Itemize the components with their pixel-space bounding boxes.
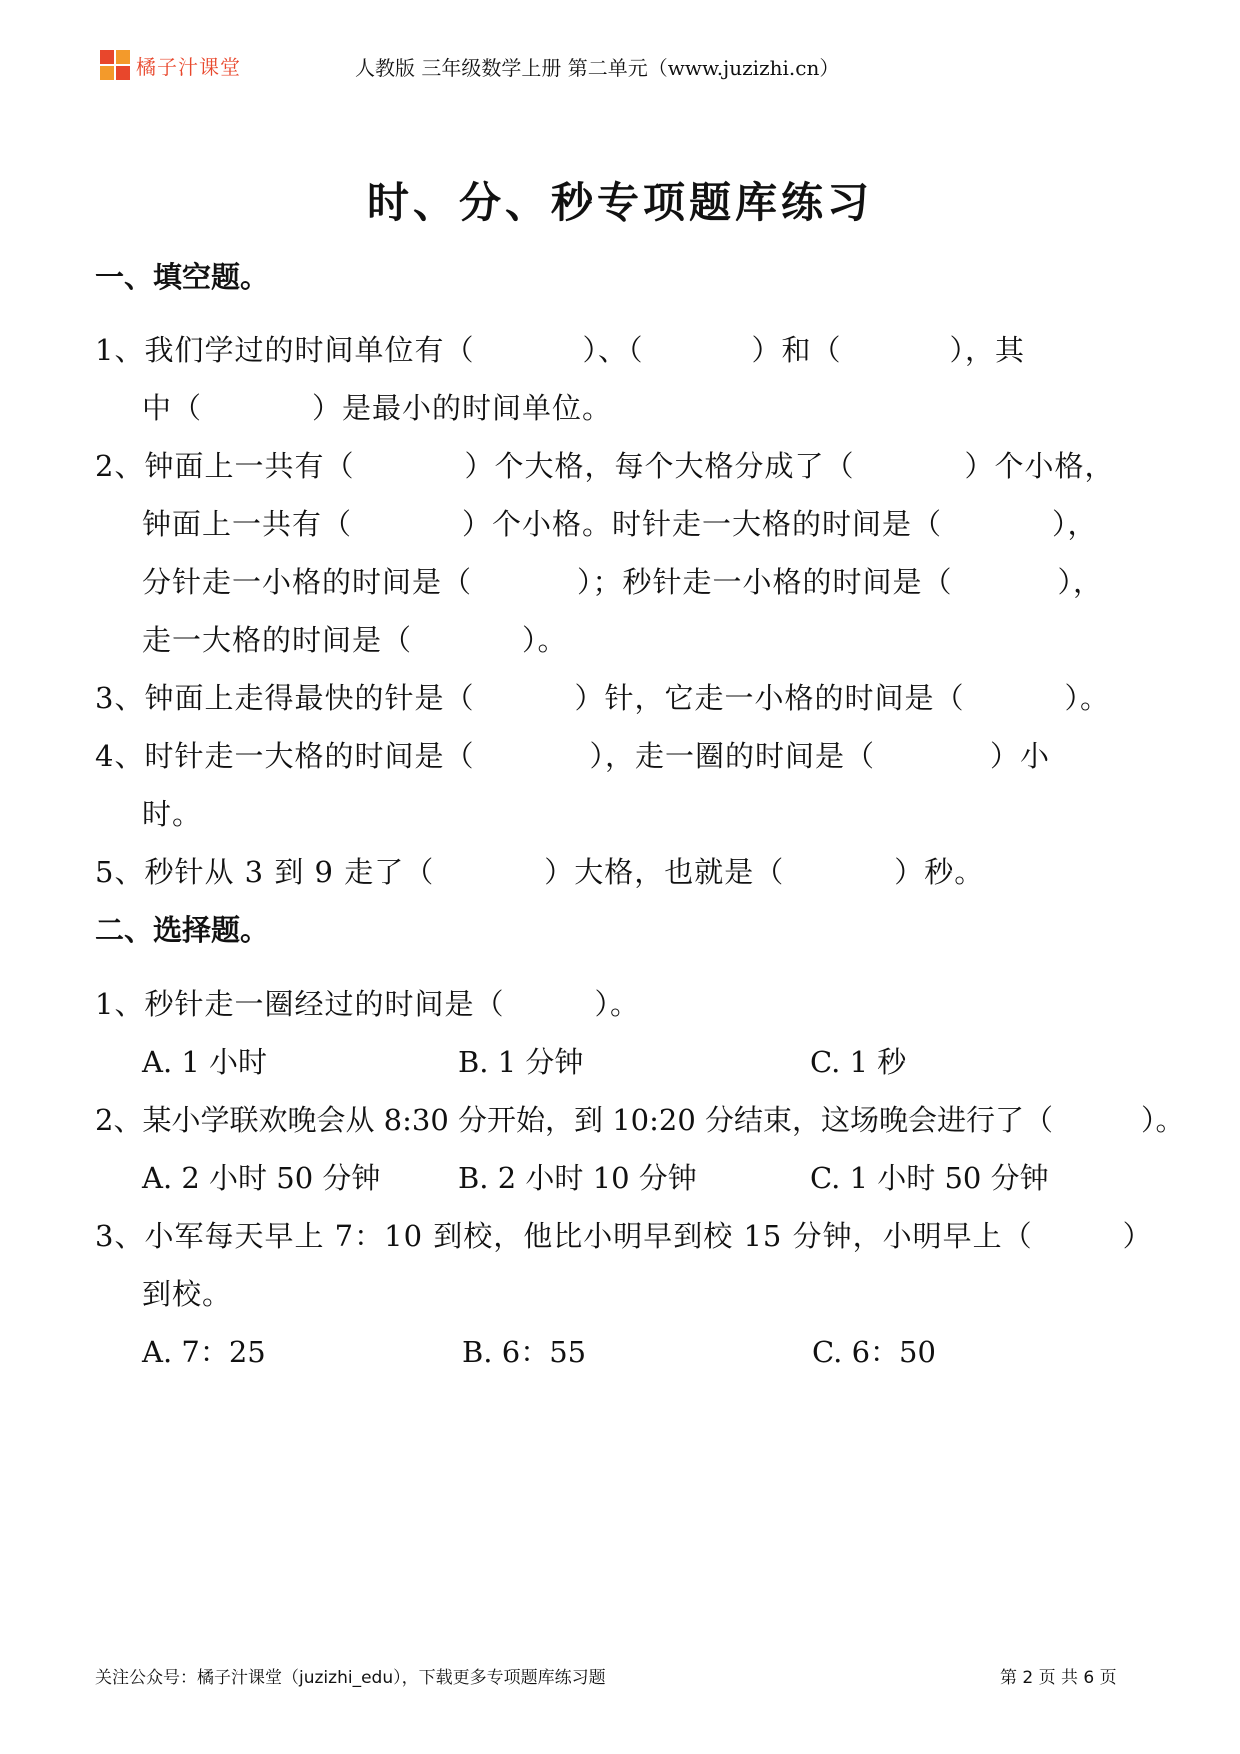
choice-question-3-option-a: A. 7：25 [142,1335,266,1369]
page-header [0,0,1240,110]
fill-question-2-line-4: 走一大格的时间是（ ）。 [142,623,568,657]
logo-text: 橘子汁课堂 [136,54,241,79]
logo-icon [100,50,130,80]
choice-question-1-option-a: A. 1 小时 [142,1045,268,1079]
fill-question-2-line-3: 分针走一小格的时间是（ ）；秒针走一小格的时间是（ ）， [142,565,1104,599]
fill-question-4-line-1: 4、时针走一大格的时间是（ ），走一圈的时间是（ ）小 [95,739,1050,773]
fill-question-3: 3、钟面上走得最快的针是（ ）针，它走一小格的时间是（ ）。 [95,681,1110,715]
choice-question-3-line-1: 3、小军每天早上 7：10 到校，他比小明早到校 15 分钟，小明早上（ ） [95,1219,1153,1253]
choice-question-3-option-c: C. 6：50 [812,1335,936,1369]
fill-question-2-line-1: 2、钟面上一共有（ ）个大格，每个大格分成了（ ）个小格， [95,449,1115,483]
fill-question-5: 5、秒针从 3 到 9 走了（ ）大格，也就是（ ）秒。 [95,855,985,889]
choice-question-1-option-b: B. 1 分钟 [458,1045,584,1079]
choice-question-3-option-b: B. 6：55 [462,1335,587,1369]
document-title: 时、分、秒专项题库练习 [366,178,873,227]
fill-question-2-line-2: 钟面上一共有（ ）个小格。时针走一大格的时间是（ ）， [142,507,1098,541]
section-heading-fill-blank: 一、填空题。 [95,260,270,294]
choice-question-2-option-c: C. 1 小时 50 分钟 [810,1161,1049,1195]
choice-question-3-line-2: 到校。 [142,1277,233,1311]
section-heading-multiple-choice: 二、选择题。 [95,913,270,947]
choice-question-1: 1、秒针走一圈经过的时间是（ ）。 [95,987,640,1021]
choice-question-2: 2、某小学联欢晚会从 8:30 分开始，到 10:20 分结束，这场晚会进行了（ ）。 [95,1103,1185,1137]
choice-question-2-option-a: A. 2 小时 50 分钟 [142,1161,381,1195]
fill-question-1-line-2: 中（ ）是最小的时间单位。 [142,391,613,425]
choice-question-1-option-c: C. 1 秒 [810,1045,907,1079]
header-title: 人教版 三年级数学上册 第二单元（www.juzizhi.cn） [355,56,840,80]
choice-question-2-option-b: B. 2 小时 10 分钟 [458,1161,697,1195]
fill-question-1-line-1: 1、我们学过的时间单位有（ ）、（ ）和（ ），其 [95,333,1025,367]
page-number: 第 2 页 共 6 页 [1000,1668,1117,1688]
brand-logo [100,50,241,80]
fill-question-4-line-2: 时。 [142,797,203,831]
footer-note: 关注公众号：橘子汁课堂（juzizhi_edu），下载更多专项题库练习题 [95,1668,606,1688]
